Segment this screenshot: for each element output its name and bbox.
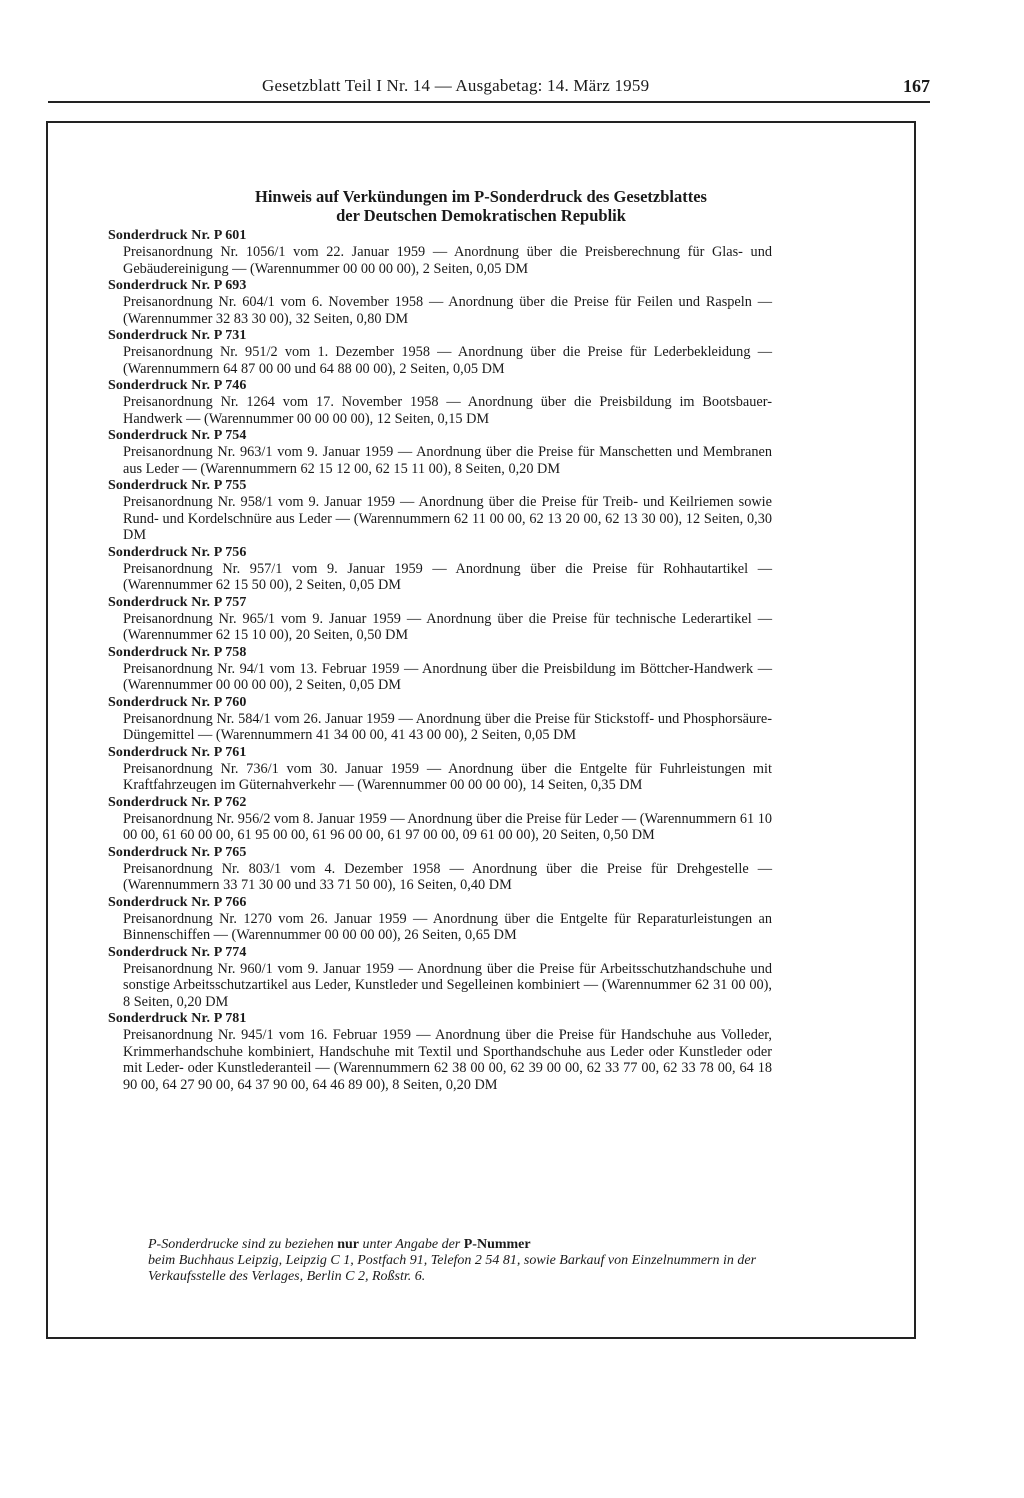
entry-description: Preisanordnung Nr. 604/1 vom 6. November 1958 — Anordnung über die Preise für Feilen und Raspeln — (Warennummer 32 83 30 00), 32 Seiten, 0,80 DM	[123, 294, 772, 327]
entry-heading: Sonderdruck Nr. P 774	[108, 944, 247, 960]
notice-title-line-2: der Deutschen Demokratischen Republik	[336, 206, 626, 225]
entry-description: Preisanordnung Nr. 956/2 vom 8. Januar 1959 — Anordnung über die Preise für Leder — (Warennummern 61 10 00 00, 61 60 00 00, 61 95 00 00, 61 96 00 00, 61 97 00 00, 09 61 00 00), 20 Seiten, 0,50 DM	[123, 810, 772, 843]
page-header	[50, 76, 930, 102]
entry-heading: Sonderdruck Nr. P 762	[108, 794, 247, 810]
entry-item	[108, 794, 772, 844]
entry-heading: Sonderdruck Nr. P 601	[108, 228, 247, 243]
page-number: 167	[903, 76, 930, 96]
ordering-note-address: beim Buchhaus Leipzig, Leipzig C 1, Postfach 91, Telefon 2 54 81, sowie Barkauf von Einzelnummern in der Verkaufsstelle des Verlages, Berlin C 2, Roßstr. 6.	[148, 1253, 757, 1284]
entry-heading: Sonderdruck Nr. P 754	[108, 428, 247, 443]
entry-item	[108, 1010, 772, 1093]
entry-item	[108, 277, 772, 327]
entry-description: Preisanordnung Nr. 951/2 vom 1. Dezember 1958 — Anordnung über die Preise für Lederbekleidung — (Warennummern 64 87 00 00 und 64 88 00 00), 2 Seiten, 0,05 DM	[123, 344, 772, 377]
header-rule	[48, 101, 930, 103]
entry-heading: Sonderdruck Nr. P 766	[108, 894, 247, 910]
entry-description: Preisanordnung Nr. 963/1 vom 9. Januar 1959 — Anordnung über die Preise für Manschetten und Membranen aus Leder — (Warennummern 62 15 12 00, 62 15 11 00), 8 Seiten, 0,20 DM	[123, 444, 772, 477]
entry-item	[108, 844, 772, 894]
ordering-note-part-1: P-Sonderdrucke sind zu beziehen	[148, 1237, 338, 1252]
entry-description: Preisanordnung Nr. 1264 vom 17. November 1958 — Anordnung über die Preisbildung im Bootsbauer-Handwerk — (Warennummer 00 00 00 00), 12 Seiten, 0,15 DM	[123, 394, 772, 427]
entry-item	[108, 427, 772, 477]
entry-description: Preisanordnung Nr. 584/1 vom 26. Januar 1959 — Anordnung über die Preise für Stickstoff- und Phosphorsäure-Düngemittel — (Warennummern 41 34 00 00, 41 43 00 00), 2 Seiten, 0,05 DM	[123, 710, 772, 743]
entry-heading: Sonderdruck Nr. P 758	[108, 644, 247, 660]
entry-description: Preisanordnung Nr. 803/1 vom 4. Dezember 1958 — Anordnung über die Preise für Drehgestelle — (Warennummern 33 71 30 00 und 33 71 50 00), 16 Seiten, 0,40 DM	[123, 860, 772, 893]
entry-heading: Sonderdruck Nr. P 760	[108, 694, 247, 710]
entry-heading: Sonderdruck Nr. P 746	[108, 378, 247, 393]
entry-item	[108, 894, 772, 944]
entry-item	[108, 544, 772, 594]
entry-heading: Sonderdruck Nr. P 755	[108, 478, 247, 493]
ordering-note-emphasis-nur: nur	[337, 1237, 360, 1252]
entry-description: Preisanordnung Nr. 1270 vom 26. Januar 1959 — Anordnung über die Entgelte für Reparaturleistungen an Binnenschiffen — (Warennummer 00 00 00 00), 26 Seiten, 0,65 DM	[123, 910, 772, 943]
entry-description: Preisanordnung Nr. 965/1 vom 9. Januar 1959 — Anordnung über die Preise für technische Lederartikel — (Warennummer 62 15 10 00), 20 Seiten, 0,50 DM	[123, 610, 772, 643]
entry-item	[108, 644, 772, 694]
entry-description: Preisanordnung Nr. 1056/1 vom 22. Januar 1959 — Anordnung über die Preisberechnung für Glas- und Gebäudereinigung — (Warennummer 00 00 00 00), 2 Seiten, 0,05 DM	[123, 244, 772, 277]
entry-heading: Sonderdruck Nr. P 761	[108, 744, 247, 760]
ordering-note-emphasis-p-nummer: P-Nummer	[463, 1237, 531, 1252]
entry-heading: Sonderdruck Nr. P 731	[108, 328, 247, 343]
entry-description: Preisanordnung Nr. 94/1 vom 13. Februar 1959 — Anordnung über die Preisbildung im Böttcher-Handwerk — (Warennummer 00 00 00 00), 2 Seiten, 0,05 DM	[123, 660, 772, 693]
entry-description: Preisanordnung Nr. 957/1 vom 9. Januar 1959 — Anordnung über die Preise für Rohhautartikel — (Warennummer 62 15 50 00), 2 Seiten, 0,05 DM	[123, 560, 772, 593]
entry-heading: Sonderdruck Nr. P 756	[108, 544, 247, 560]
entry-item	[108, 377, 772, 427]
entry-heading: Sonderdruck Nr. P 781	[108, 1011, 247, 1026]
notice-title-line-1: Hinweis auf Verkündungen im P-Sonderdruck des Gesetzblattes	[255, 187, 707, 206]
entry-description: Preisanordnung Nr. 736/1 vom 30. Januar 1959 — Anordnung über die Entgelte für Fuhrleistungen mit Kraftfahrzeugen im Güternahverkehr — (Warennummer 00 00 00 00), 14 Seiten, 0,35 DM	[123, 760, 772, 793]
entry-item	[108, 327, 772, 377]
entry-heading: Sonderdruck Nr. P 757	[108, 594, 247, 610]
ordering-note	[148, 1237, 816, 1285]
entry-item	[108, 477, 772, 544]
entry-item	[108, 227, 772, 277]
entry-list	[108, 227, 772, 1093]
running-title: Gesetzblatt Teil I Nr. 14 — Ausgabetag: 14. März 1959	[262, 76, 650, 95]
entry-item	[108, 944, 772, 1011]
entry-item	[108, 594, 772, 644]
entry-description: Preisanordnung Nr. 945/1 vom 16. Februar 1959 — Anordnung über die Preise für Handschuhe aus Volleder, Krimmerhandschuhe kombiniert, Handschuhe mit Textil und Sporthandschuhe aus Leder oder Kunstleder oder mit Leder- oder Kunstlederanteil — (Warennummern 62 38 00 00, 62 39 00 00, 62 33 77 00, 62 33 78 00, 64 18 90 00, 64 27 90 00, 64 37 90 00, 64 46 89 00), 8 Seiten, 0,20 DM	[123, 1027, 772, 1093]
entry-item	[108, 744, 772, 794]
ordering-note-part-3: unter Angabe der	[359, 1237, 464, 1252]
notice-title	[48, 187, 914, 225]
entry-description: Preisanordnung Nr. 960/1 vom 9. Januar 1959 — Anordnung über die Preise für Arbeitsschutzhandschuhe und sonstige Arbeitsschutzartikel aus Leder, Kunstleder und Segelleinen kombiniert — (Warennummer 62 31 00 00), 8 Seiten, 0,20 DM	[123, 960, 772, 1010]
entry-heading: Sonderdruck Nr. P 765	[108, 844, 247, 860]
entry-description: Preisanordnung Nr. 958/1 vom 9. Januar 1959 — Anordnung über die Preise für Treib- und Keilriemen sowie Rund- und Kordelschnüre aus Leder — (Warennummern 62 11 00 00, 62 13 20 00, 62 13 30 00), 12 Seiten, 0,30 DM	[123, 494, 772, 543]
entry-item	[108, 694, 772, 744]
entry-heading: Sonderdruck Nr. P 693	[108, 278, 247, 293]
